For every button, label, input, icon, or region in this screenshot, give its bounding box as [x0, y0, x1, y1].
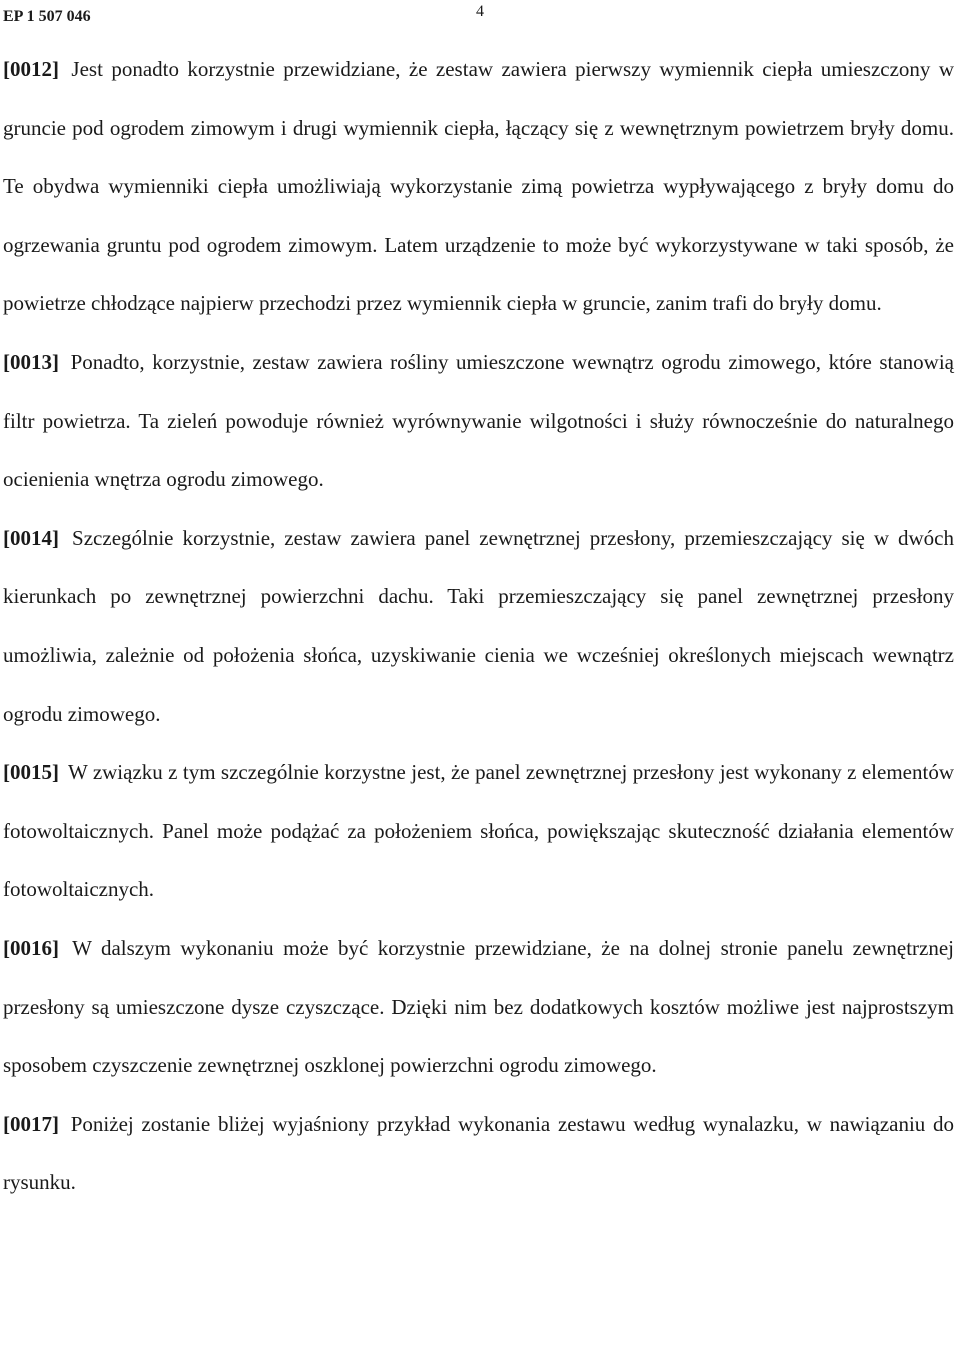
paragraph-number: [0017]: [3, 1111, 59, 1136]
document-body: [3, 40, 954, 1212]
paragraph-0016: [3, 919, 954, 1095]
paragraph-number: [0015]: [3, 760, 59, 785]
paragraph-text: W dalszym wykonaniu może być korzystnie przewidziane, że na dolnej stronie panelu zewnętrznej przesłony są umieszczone dysze czyszczące. Dzięki nim bez dodatkowych kosztów możliwe jest najprostszym sposobem czyszczenie zewnętrznej oszklonej powierzchni ogrodu zimowego.: [3, 935, 954, 1078]
paragraph-text: Jest ponadto korzystnie przewidziane, że zestaw zawiera pierwszy wymiennik ciepła umieszczony w gruncie pod ogrodem zimowym i drugi wymiennik ciepła, łączący się z wewnętrznym powietrzem bryły domu. Te obydwa wymienniki ciepła umożliwiają wykorzystanie zimą powietrza wypływającego z bryły domu do ogrzewania gruntu pod ogrodem zimowym. Latem urządzenie to może być wykorzystywane w taki sposób, że powietrze chłodzące najpierw przechodzi przez wymiennik ciepła w gruncie, zanim trafi do bryły domu.: [3, 57, 955, 316]
paragraph-0012: [3, 40, 954, 333]
paragraph-0015: [3, 743, 954, 919]
paragraph-text: Poniżej zostanie bliżej wyjaśniony przykład wykonania zestawu według wynalazku, w nawiązaniu do rysunku.: [3, 1111, 955, 1195]
paragraph-number: [0012]: [3, 57, 59, 81]
paragraph-number: [0016]: [3, 935, 59, 960]
paragraph-number: [0014]: [3, 525, 59, 550]
paragraph-number: [0013]: [3, 349, 59, 374]
patent-number: EP 1 507 046: [3, 8, 91, 25]
paragraph-text: Ponadto, korzystnie, zestaw zawiera rośliny umieszczone wewnątrz ogrodu zimowego, które stanowią filtr powietrza. Ta zieleń powoduje również wyrównywanie wilgotności i służy równocześnie do naturalnego ocienienia wnętrza ogrodu zimowego.: [3, 349, 954, 492]
page-number: 4: [476, 3, 484, 20]
paragraph-text: Szczególnie korzystnie, zestaw zawiera panel zewnętrznej przesłony, przemieszczający się w dwóch kierunkach po zewnętrznej powierzchni dachu. Taki przemieszczający się panel zewnętrznej przesłony umożliwia, zależnie od położenia słońca, uzyskiwanie cienia we wcześniej określonych miejscach wewnątrz ogrodu zimowego.: [3, 525, 955, 726]
paragraph-text: W związku z tym szczególnie korzystne jest, że panel zewnętrznej przesłony jest wykonany z elementów fotowoltaicznych. Panel może podążać za położeniem słońca, powiększając skuteczność działania elementów fotowoltaicznych.: [3, 760, 954, 902]
page-header: [0, 3, 960, 28]
paragraph-0013: [3, 333, 954, 509]
paragraph-0017: [3, 1095, 954, 1212]
paragraph-0014: [3, 509, 954, 743]
